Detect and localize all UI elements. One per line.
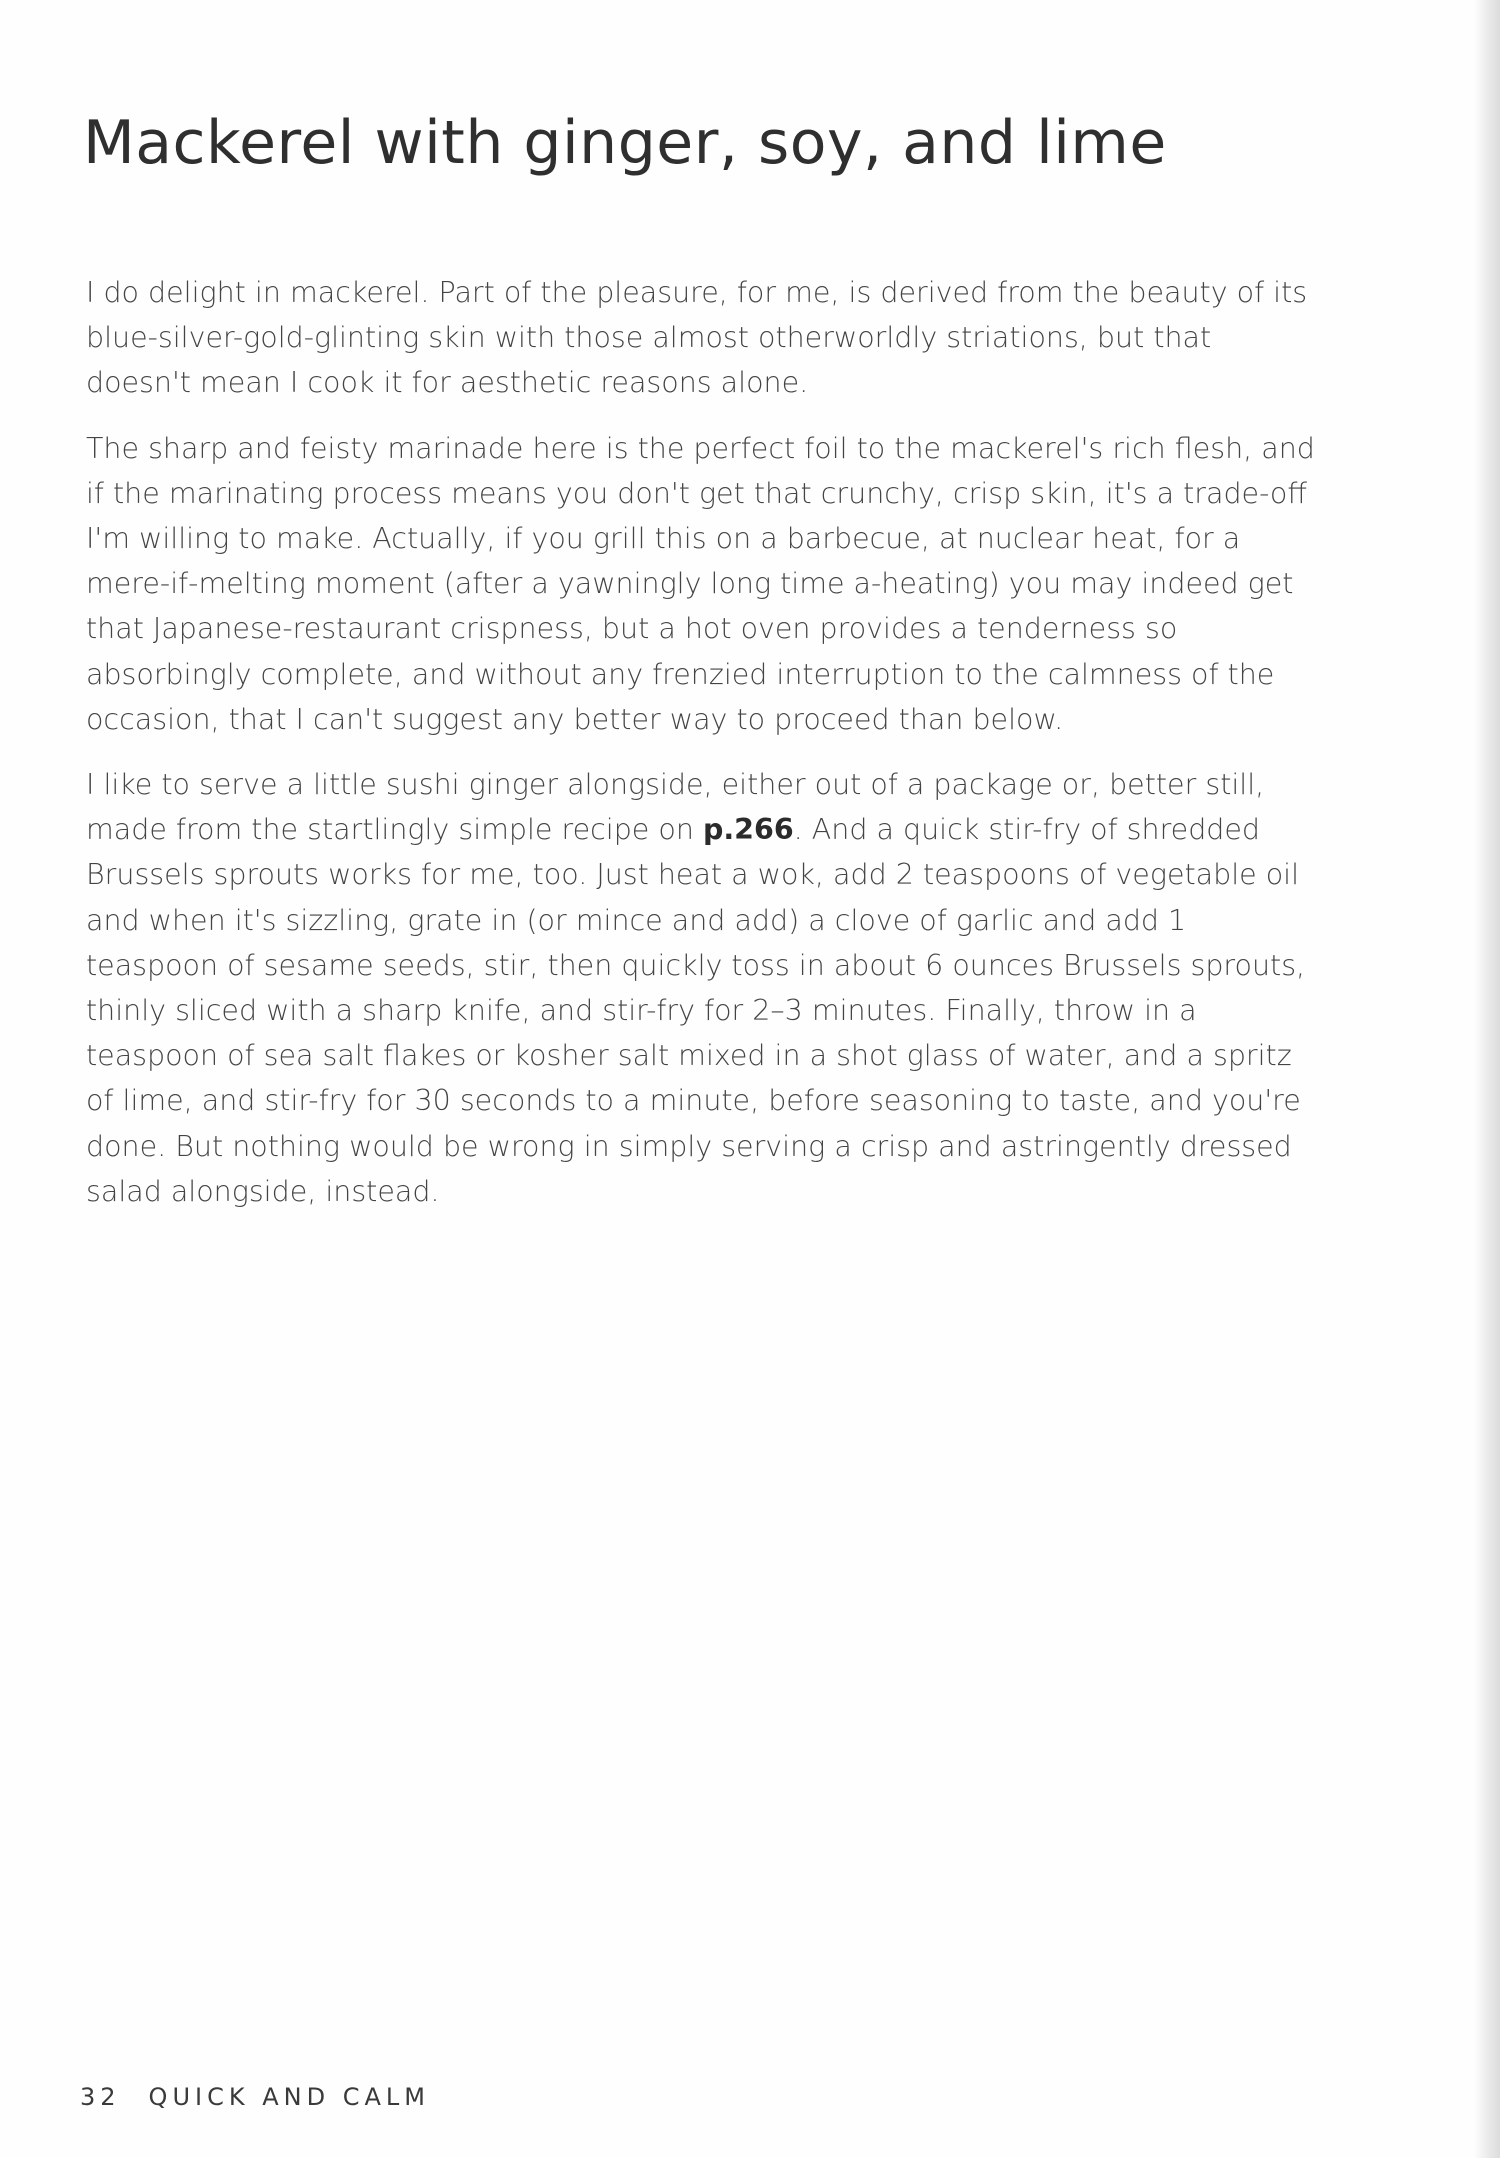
paragraph-3-text-start: I like to serve a little sushi ginger alongside, either out of a package or, better still, made from the startlingly simple recipe on (86, 768, 1265, 847)
page-edge-shadow (1474, 0, 1500, 2158)
intro-paragraph-3 (86, 762, 1316, 1214)
page-footer (80, 2083, 430, 2111)
recipe-title: Mackerel with ginger, soy, and lime (83, 108, 1167, 178)
page-reference-link[interactable]: p.266 (702, 813, 794, 847)
intro-paragraph-2: The sharp and feisty marinade here is the perfect foil to the mackerel's rich flesh, and if the marinating process means you don't get that crunchy, crisp skin, it's a trade-off I'm willing to make. Actually, if you grill this on a barbecue, at nuclear heat, for a mere-if-melting moment (after a yawningly long time a-heating) you may indeed get that Japanese-restaurant crispness, but a hot oven provides a tenderness so absorbingly complete, and without any frenzied interruption to the calmness of the occasion, that I can't suggest any better way to proceed than below. (86, 431, 1315, 736)
recipe-introduction (86, 270, 1316, 1234)
intro-paragraph-1: I do delight in mackerel. Part of the pleasure, for me, is derived from the beauty of its blue-silver-gold-glinting skin with those almost otherworldly striations, but that doesn't mean I cook it for aesthetic reasons alone. (86, 276, 1308, 400)
section-title: QUICK AND CALM (148, 2083, 430, 2111)
page-number: 32 (80, 2083, 121, 2111)
paragraph-3-text-end: . And a quick stir-fry of shredded Brussels sprouts works for me, too. Just heat a wok, add 2 teaspoons of vegetable oil and when it's sizzling, grate in (or mince and add) a clove of garlic and add 1 teaspoon of sesame seeds, stir, then quickly toss in about 6 ounces Brussels sprouts, thinly sliced with a sharp knife, and stir-fry for 2–3 minutes. Finally, throw in a teaspoon of sea salt flakes or kosher salt mixed in a shot glass of water, and a spritz of lime, and stir-fry for 30 seconds to a minute, before seasoning to taste, and you're done. But nothing would be wrong in simply serving a crisp and astringently dressed salad alongside, instead. (86, 813, 1306, 1208)
